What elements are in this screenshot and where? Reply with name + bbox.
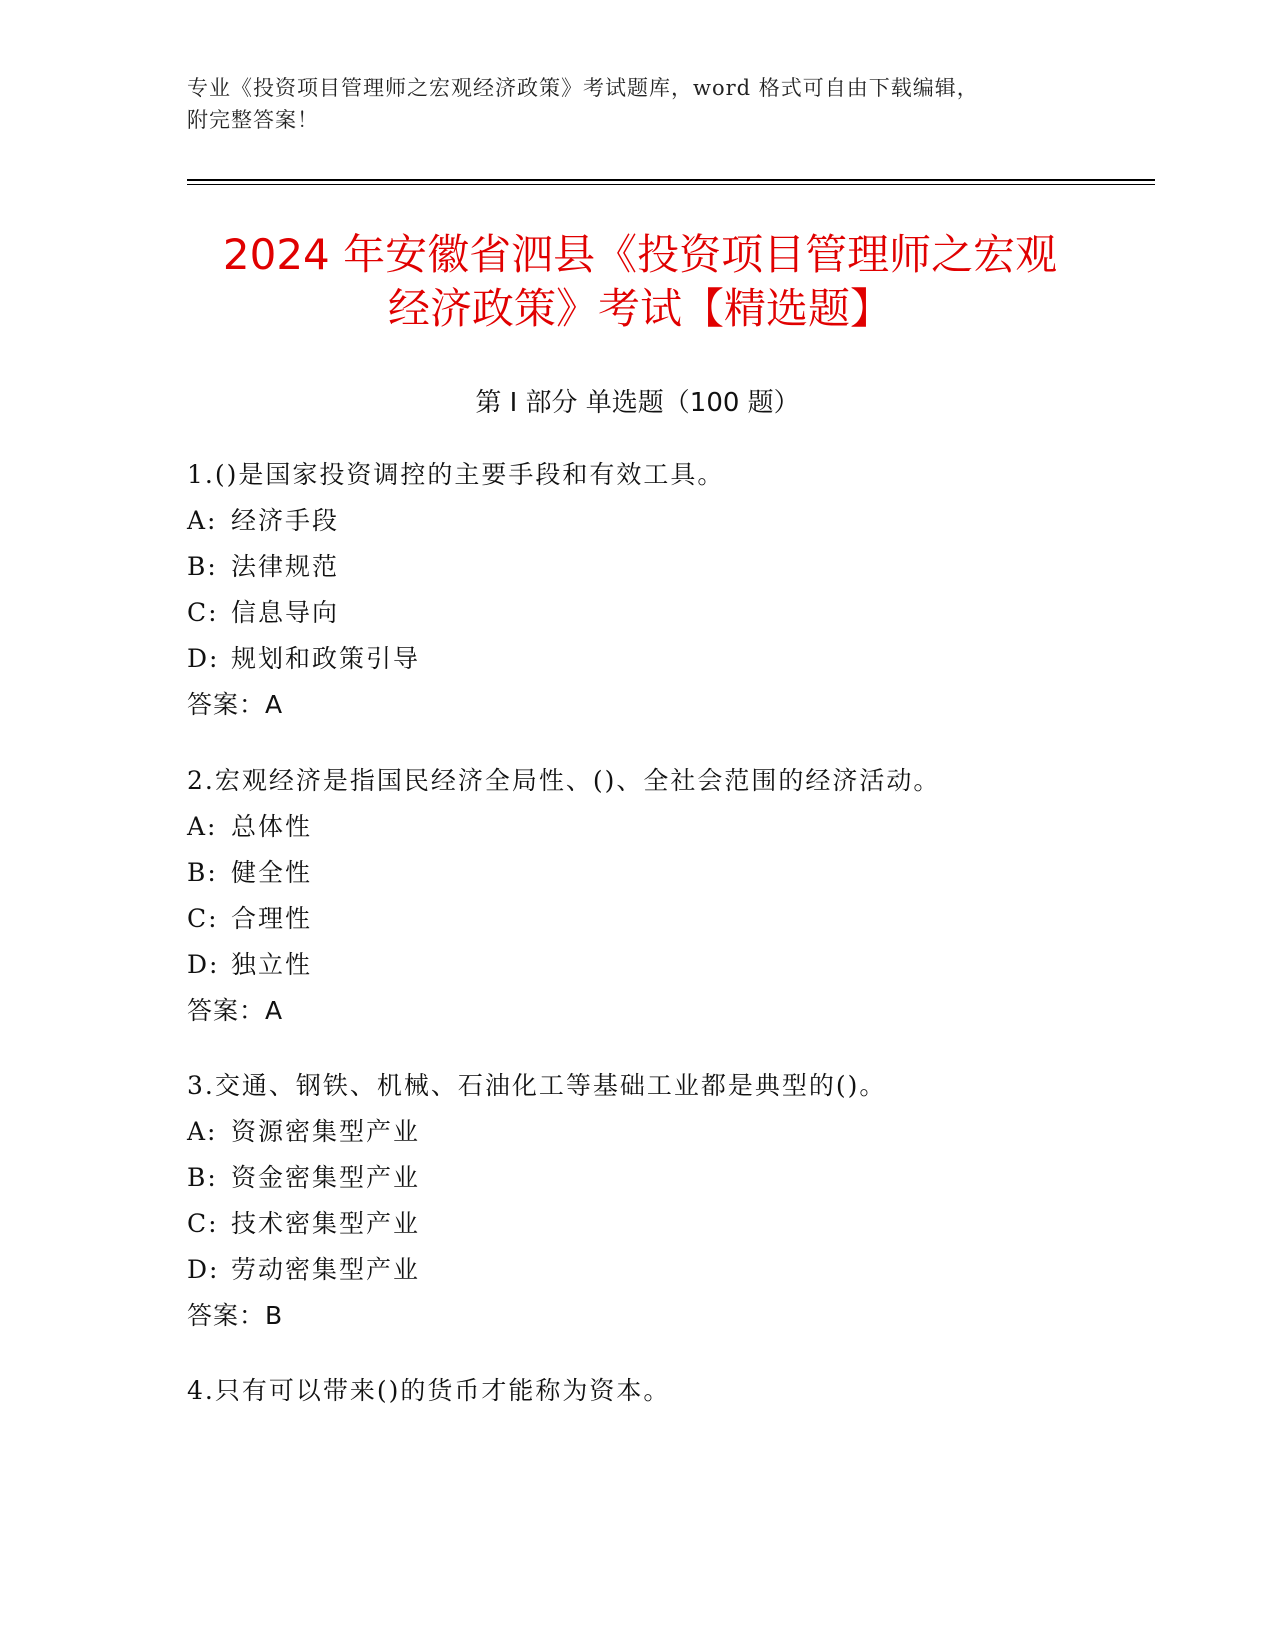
header-divider-thin [187,184,1155,185]
option-letter: C: [187,904,219,933]
header-divider-thick [187,179,1155,181]
option-text: 资金密集型产业 [231,1163,421,1192]
option-d [187,636,1167,682]
question-4 [187,1368,1167,1414]
intro-line-1: 专业《投资项目管理师之宏观经济政策》考试题库，word 格式可自由下载编辑， [187,76,979,100]
option-letter: C: [187,598,219,627]
option-b [187,544,1167,590]
section-heading: 第 I 部分 单选题（100 题） [475,388,800,418]
option-letter: D: [187,950,220,979]
document-title [140,228,1140,336]
option-text: 独立性 [231,950,313,979]
answer-line: 答案：A [187,690,284,719]
option-text: 法律规范 [231,552,340,581]
option-letter: A: [187,1117,218,1146]
option-letter: B: [187,552,218,581]
option-a [187,498,1167,544]
question-stem: 4.只有可以带来()的货币才能称为资本。 [187,1376,671,1405]
option-letter: A: [187,812,218,841]
option-letter: B: [187,858,218,887]
option-b [187,1155,1167,1201]
question-3 [187,1063,1167,1339]
option-letter: B: [187,1163,218,1192]
option-text: 经济手段 [231,506,340,535]
question-stem: 1.()是国家投资调控的主要手段和有效工具。 [187,460,725,489]
option-text: 劳动密集型产业 [231,1255,421,1284]
option-c [187,896,1167,942]
answer-line: 答案：A [187,996,284,1025]
question-1 [187,452,1167,728]
answer-line: 答案：B [187,1301,284,1330]
option-letter: D: [187,1255,220,1284]
option-c [187,590,1167,636]
option-a [187,804,1167,850]
option-text: 总体性 [231,812,313,841]
title-line-2: 经济政策》考试【精选题】 [387,284,892,333]
option-b [187,850,1167,896]
option-letter: A: [187,506,218,535]
option-text: 规划和政策引导 [231,644,421,673]
intro-line-2: 附完整答案！ [187,108,319,132]
option-text: 信息导向 [231,598,340,627]
option-c [187,1201,1167,1247]
question-stem: 2.宏观经济是指国民经济全局性、()、全社会范围的经济活动。 [187,766,941,795]
option-d [187,942,1167,988]
question-2 [187,758,1167,1034]
option-text: 技术密集型产业 [231,1209,421,1238]
option-letter: D: [187,644,220,673]
option-letter: C: [187,1209,219,1238]
option-text: 健全性 [231,858,313,887]
option-text: 合理性 [231,904,313,933]
option-text: 资源密集型产业 [231,1117,421,1146]
title-line-1: 2024 年安徽省泗县《投资项目管理师之宏观 [222,230,1058,279]
option-d [187,1247,1167,1293]
document-intro [187,72,1087,136]
option-a [187,1109,1167,1155]
question-stem: 3.交通、钢铁、机械、石油化工等基础工业都是典型的()。 [187,1071,887,1100]
